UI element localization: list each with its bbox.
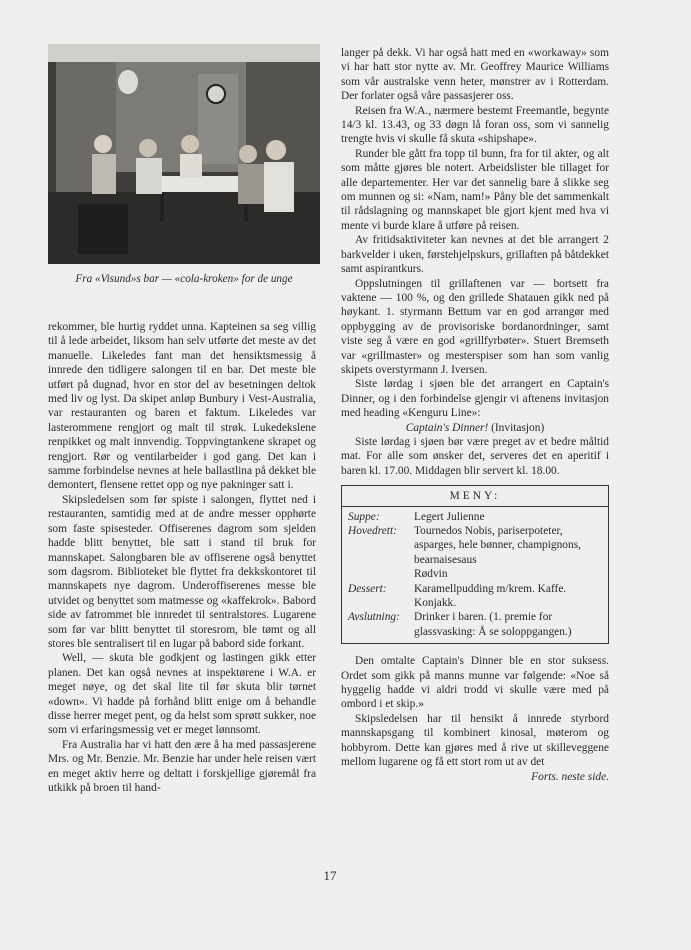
menu-row (348, 610, 602, 639)
invitation-heading (341, 421, 609, 435)
left-column (48, 320, 316, 795)
invitation-text: Siste lørdag i sjøen bør være preget av et bedre måltid mat. For alle som ønsker det, serveres det en aperitif i baren kl. 17.00. Middagen blir servert kl. 18.00. (341, 435, 609, 477)
menu-items: Rødvin (414, 568, 448, 581)
left-paragraph: Fra Australia har vi hatt den ære å ha med passasjerene Mrs. og Mr. Benzie. Mr. Benzie har under hele reisen vært en meget aktiv herre og deltatt i forskjellige gjøremål fra utkikk på broen til hand- (48, 738, 316, 794)
menu-title: MENY: (342, 489, 608, 506)
menu-label: Hovedrett: (348, 525, 397, 537)
left-paragraph: rekommer, ble hurtig ryddet unna. Kapteinen sa seg villig til å lede arbeidet, liksom han selv utførte det meste av det manuelle. Likeledes fant man det hensiktsmessig å innrede den tidligere salongen til en bar. Det meste ble utført på dugnad, hvor en stor del av besetningen deltok med liv og lyst. Da skipet anløp Bunbury i Vest-Australia, var restauranten og baren et faktum. Likeledes var lasterommene rengjort og malt til strøk. Lukedekslene renpikket og malt innvendig. Toppvingtankene skrapet og rengjort. Rør og ventilarbeider i god gang. Det kan i samme forbindelse nevnes at hele ballastlina på dekket ble demontert, flensene rettet opp og nye pakninger satt i. (48, 321, 316, 492)
menu-label (348, 567, 414, 581)
menu-items: Tournedos Nobis, pariserpoteter, asparges, hele bønner, champignons, bearnaisesaus (414, 525, 581, 566)
menu-label: Suppe: (348, 510, 380, 523)
right-paragraph: langer på dekk. Vi har også hatt med en «workaway» som vi har hatt stor nytte av. Mr. Geoffrey Maurice Williams som vår australske venn heter, mønstrer av i Rotterdam. Der forlater også våre passasjerer oss. (341, 47, 609, 103)
right-paragraph: Runder ble gått fra topp til bunn, fra for til akter, og alt som måtte gjøres ble notert. Arbeidslister ble tillaget for alle departementer. Her var det sannelig bare å slikke seg om munnen og si: «Nam, nam!» Påny ble det sammenkalt til rådslagning og mannskapet ble gjort kjent med hva vi mente vi burde klare å utføre på reisen. (341, 147, 609, 232)
menu-items: Drinker i baren. (1. premie for glassvasking: Å se soloppgangen.) (414, 611, 572, 638)
right-paragraph: Skipsledelsen har til hensikt å innrede styrbord mannskapsgang til kombinert kinosal, møterom og hobbyrom. Dette kan gjøres med å rive ut skilleveggene mellom lugarene og få ett stort rom ut av det (341, 712, 609, 769)
photo-caption: Fra «Visund»s bar — «cola-kroken» for de unge (75, 273, 293, 285)
menu-items: Legert Julienne (414, 510, 485, 523)
menu-row (348, 524, 602, 567)
menu-label: Dessert: (348, 582, 387, 595)
menu-row (348, 567, 602, 581)
continued-note: Forts. neste side. (531, 770, 609, 783)
bar-photo (48, 44, 320, 264)
right-paragraph: Oppslutningen til grillaftenen var — bortsett fra vaktene — 100 %, og den grillede Shatauen gikk ned på høykant. 1. styrmann Bettum var en god arrangør med oppbygging av de provisoriske bordanordninger, samt viste seg å være en god «grillfyrbøter». Stuert Bremseth var «grillmaster» og mesterspiser som han som vanlig skipets overstyrmann J. Iversen. (341, 277, 609, 376)
menu-row (348, 582, 602, 611)
invitation-suffix: (Invitasjon) (488, 421, 545, 434)
right-paragraph: Den omtalte Captain's Dinner ble en stor suksess. Ordet som gikk på manns munne var følgende: «Noe så hyggelig hadde vi aldri trodd vi skulle være med på ombord i et skip.» (341, 655, 609, 711)
right-column (341, 46, 609, 784)
menu-label: Avslutning: (348, 611, 400, 624)
left-paragraph: Skipsledelsen som før spiste i salongen, flyttet ned i restauranten, samtidig med at de andre messer opphørte som faste spisesteder. Offiserenes dagrom som sjelden hadde blitt benyttet, ble satt i stand til bruk for mannskapet. Salongbaren ble av offiserene også benyttet som dagsrom. Biblioteket ble flyttet fra dekkskontoret til mannskapets nye dagrom. Underoffiserenes messe ble utvidet og benyttet som matmesse og «kaffekrok». Babord side av fatrommet ble innredet til sentralstores. Lugarene som før var blitt benyttet til storesrom, ble tømt og all stores ble sentralisert til en lugar på babord side forkant. (48, 493, 316, 650)
invitation-title: Captain's Dinner! (405, 421, 489, 434)
page-number: 17 (323, 868, 337, 883)
right-paragraph: Av fritidsaktiviteter kan nevnes at det ble arrangert 2 barkvelder i uken, førstehjelpskurs, grillaften på båtdekket samt aspirantkurs. (341, 234, 609, 276)
menu-row (348, 510, 602, 524)
menu-box (341, 485, 609, 644)
menu-items: Karamellpudding m/krem. Kaffe. Konjakk. (414, 582, 567, 610)
bar-photo-image (48, 44, 320, 264)
right-paragraph: Siste lørdag i sjøen ble det arrangert en Captain's Dinner, og i den forbindelse gjengir vi aftenens invitasjon med heading «Kenguru Line»: (341, 378, 609, 420)
left-paragraph: Well, — skuta ble godkjent og lastingen gikk etter planen. Det kan også nevnes at inspektørene i W.A. er meget nøye, og det skal lite til før skuta blir tørnet «down». Vi hadde på forhånd blitt enige om å behandle disse herrer meget pent, og da helst som sprøtt sukker, noe som vi erfaringsmessig vet er meget lønnsomt. (48, 652, 316, 737)
right-paragraph: Reisen fra W.A., nærmere bestemt Freemantle, begynte 14/3 kl. 13.43, og 33 døgn lå foran oss, som vi sannelig trengte hvis vi skulle få skuta «shipshape». (341, 104, 609, 146)
